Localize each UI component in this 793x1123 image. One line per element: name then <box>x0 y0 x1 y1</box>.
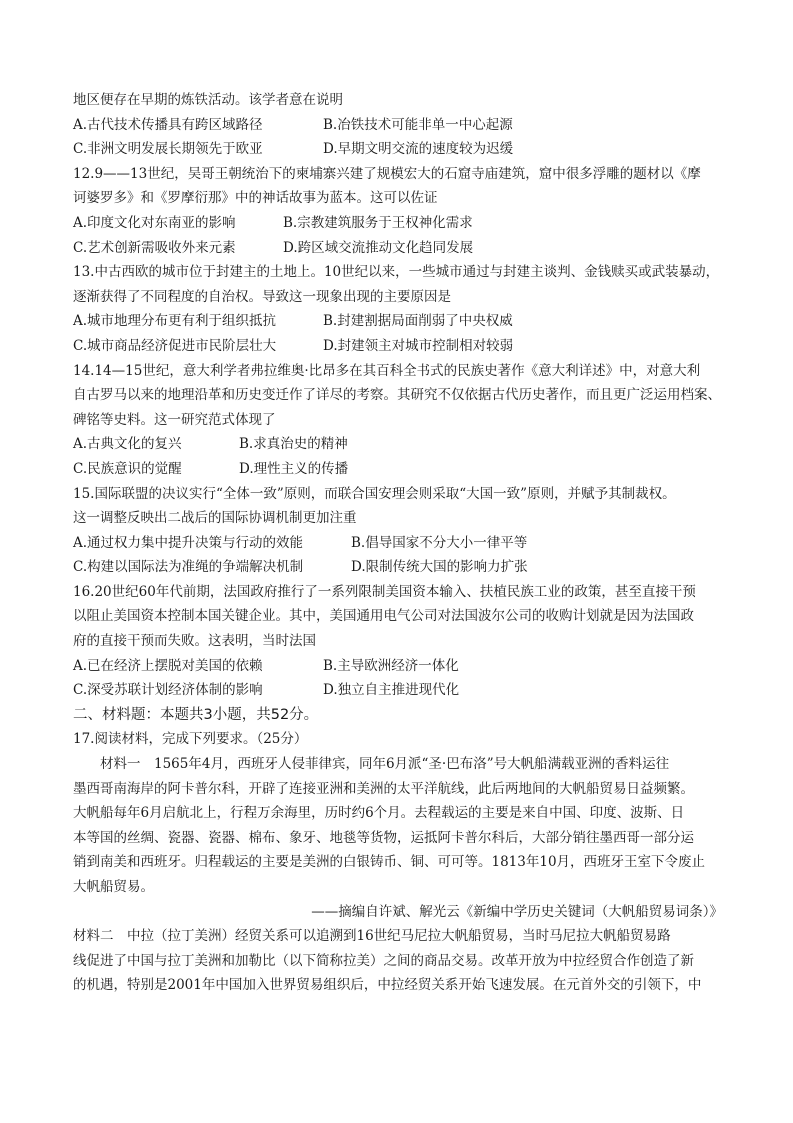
q16-stem-line1: 16.20世纪60年代前期，法国政府推行了一系列限制美国资本输入、扶植民族工业的政策，甚至直接干预 <box>73 583 696 600</box>
q14-option-a[interactable]: A.古典文化的复兴 <box>73 436 182 453</box>
q15-stem-line1: 15.国际联盟的决议实行“全体一致”原则，而联合国安理会则采取“大国一致”原则，并赋予其制裁权。 <box>73 485 676 502</box>
q16-stem-line2: 以阻止美国资本控制本国关键企业。其中，美国通用电气公司对法国波尔公司的收购计划就是因为法国政 <box>73 608 694 625</box>
q14-option-c[interactable]: C.民族意识的觉醒 <box>73 460 182 477</box>
q12-option-a[interactable]: A.印度文化对东南亚的影响 <box>73 214 236 231</box>
q12-options-row2 <box>73 236 723 261</box>
q12-stem-line1: 12.9——13世纪，吴哥王朝统治下的柬埔寨兴建了规模宏大的石窟寺庙建筑，窟中很多浮雕的题材以《摩 <box>73 165 701 182</box>
q12-option-c[interactable]: C.艺术创新需吸收外来元素 <box>73 239 236 256</box>
q14-option-b[interactable]: B.求真治史的精神 <box>239 436 348 453</box>
q12-stem-line2: 诃婆罗多》和《罗摩衍那》中的神话故事为蓝本。这可以佐证 <box>73 190 438 207</box>
q13-stem-line2: 逐渐获得了不同程度的自治权。导致这一现象出现的主要原因是 <box>73 288 451 305</box>
material1-line6: 大帆船贸易。 <box>73 879 154 895</box>
q16-option-b[interactable]: B.主导欧洲经济一体化 <box>323 657 459 674</box>
q14-stem-line1: 14.14—15世纪，意大利学者弗拉维奥·比昂多在其百科全书式的民族史著作《意大利详述》中，对意大利 <box>73 362 701 379</box>
q13-options-row2 <box>73 334 723 359</box>
q11-stem-tail: 地区便存在早期的炼铁活动。该学者意在说明 <box>73 92 343 108</box>
q15-stem-line2: 这一调整反映出二战后的国际协调机制更加注重 <box>73 510 357 527</box>
material1-line1: 材料一 1565年4月，西班牙人侵菲律宾，同年6月派“圣·巴布洛”号大帆船满载亚洲的香料运往 <box>100 756 670 773</box>
q14-options-row2 <box>73 457 723 482</box>
q11-options-row2 <box>73 137 723 162</box>
material2-line2: 线促进了中国与拉丁美洲和加勒比（以下简称拉美）之间的商品交易。改革开放为中拉经贸合作创造了新 <box>73 952 694 969</box>
material2-line1: 材料二 中拉（拉丁美洲）经贸关系可以追溯到16世纪马尼拉大帆船贸易，当时马尼拉大帆船贸易路 <box>73 928 671 945</box>
q13-option-c[interactable]: C.城市商品经济促进市民阶层壮大 <box>73 337 277 354</box>
q15-option-b[interactable]: B.倡导国家不分大小一律平等 <box>351 534 528 551</box>
material1-line3: 大帆船每年6月启航北上，行程万余海里，历时约6个月。去程载运的主要是来自中国、印度、波斯、日 <box>73 805 685 822</box>
q11-options-row1 <box>73 113 723 138</box>
section-2-heading: 二、材料题：本题共3小题，共52分。 <box>73 706 319 723</box>
q13-options-row1 <box>73 309 723 334</box>
material1-line5: 销到南美和西班牙。归程载运的主要是美洲的白银铸币、铜、可可等。1813年10月，西班牙王室下令废止 <box>73 854 706 871</box>
q13-option-b[interactable]: B.封建割据局面削弱了中央权威 <box>323 313 513 330</box>
q11-option-a[interactable]: A.古代技术传播具有跨区域路径 <box>73 116 263 133</box>
q11-option-c[interactable]: C.非洲文明发展长期领先于欧亚 <box>73 141 263 158</box>
q11-option-d[interactable]: D.早期文明交流的速度较为迟缓 <box>323 141 514 158</box>
q16-stem-line3: 府的直接干预而失败。这表明，当时法国 <box>73 633 316 650</box>
material2-line3: 的机遇，特别是2001年中国加入世界贸易组织后，中拉经贸关系开始飞速发展。在元首外交的引领下，中 <box>73 977 702 994</box>
q17-title: 17.阅读材料，完成下列要求。（25分） <box>73 731 308 748</box>
q12-option-d[interactable]: D.跨区域交流推动文化趋同发展 <box>283 239 474 256</box>
material1-line4: 本等国的丝绸、瓷器、瓷器、棉布、象牙、地毯等货物，运抵阿卡普尔科后，大部分销往墨西哥一部分运 <box>73 829 694 846</box>
q16-options-row2 <box>73 678 723 703</box>
q16-option-c[interactable]: C.深受苏联计划经济体制的影响 <box>73 682 263 699</box>
q16-options-row1 <box>73 654 723 679</box>
q14-stem-line3: 碑铭等史料。这一研究范式体现了 <box>73 411 276 428</box>
q15-option-d[interactable]: D.限制传统大国的影响力扩张 <box>351 559 528 576</box>
q14-stem-line2: 自古罗马以来的地理沿革和历史变迁作了详尽的考察。其研究不仅依据古代历史著作，而且更广泛运用档案、 <box>73 387 721 404</box>
q16-option-d[interactable]: D.独立自主推进现代化 <box>323 682 460 699</box>
q14-option-d[interactable]: D.理性主义的传播 <box>239 460 349 477</box>
q16-option-a[interactable]: A.已在经济上摆脱对美国的依赖 <box>73 657 263 674</box>
exam-page <box>73 88 723 998</box>
q12-option-b[interactable]: B.宗教建筑服务于王权神化需求 <box>283 214 473 231</box>
q13-option-d[interactable]: D.封建领主对城市控制相对较弱 <box>323 337 514 354</box>
q13-option-a[interactable]: A.城市地理分布更有利于组织抵抗 <box>73 313 277 330</box>
q11-option-b[interactable]: B.冶铁技术可能非单一中心起源 <box>323 116 513 133</box>
material1-source: ——摘编自许斌、解光云《新编中学历史关键词（大帆船贸易词条）》 <box>311 903 723 920</box>
material1-line2: 墨西哥南海岸的阿卡普尔科，开辟了连接亚洲和美洲的太平洋航线，此后两地间的大帆船贸易日益频繁。 <box>73 780 694 797</box>
q15-option-a[interactable]: A.通过权力集中提升决策与行动的效能 <box>73 534 304 551</box>
q15-option-c[interactable]: C.构建以国际法为准绳的争端解决机制 <box>73 559 304 576</box>
q14-options-row1 <box>73 432 723 457</box>
q12-options-row1 <box>73 211 723 236</box>
q15-options-row1 <box>73 531 723 556</box>
q13-stem-line1: 13.中古西欧的城市位于封建主的土地上。10世纪以来，一些城市通过与封建主谈判、金钱赎买或武装暴动， <box>73 264 720 281</box>
q15-options-row2 <box>73 555 723 580</box>
